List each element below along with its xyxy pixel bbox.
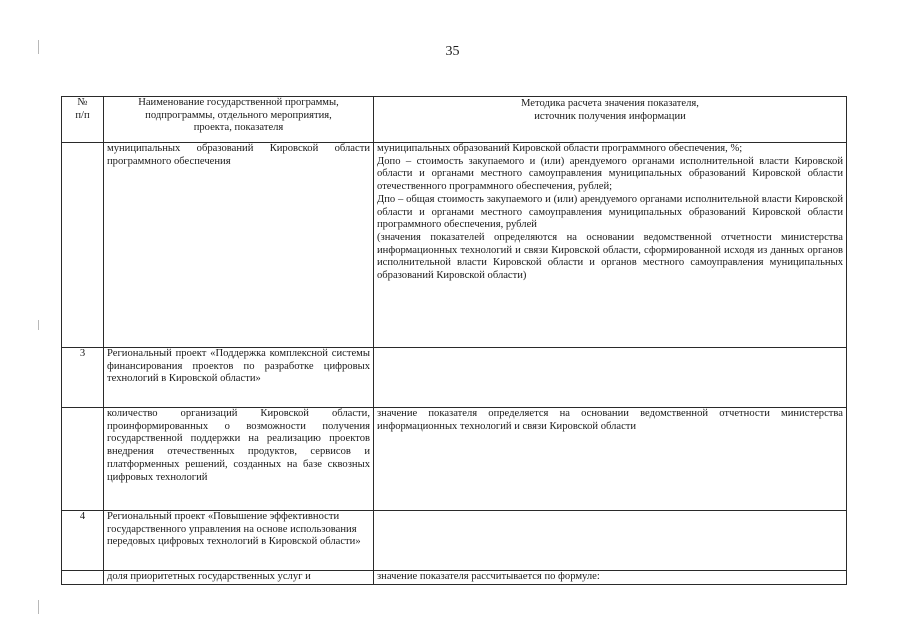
header-method bbox=[374, 97, 847, 143]
method-paragraph: муниципальных образований Кировской области программного обеспечения, %; bbox=[377, 143, 743, 154]
row-number: 4 bbox=[62, 511, 104, 571]
method-description bbox=[374, 348, 847, 408]
method-description: значение показателя рассчитывается по формуле: bbox=[374, 571, 847, 585]
method-description bbox=[374, 143, 847, 348]
scan-edge-mark bbox=[38, 40, 39, 54]
scan-edge-mark bbox=[38, 320, 39, 330]
row-number: 3 bbox=[62, 348, 104, 408]
header-name-line: Наименование государственной программы, bbox=[138, 97, 339, 108]
header-method-line: источник получения информации bbox=[534, 110, 686, 122]
header-number-line: № bbox=[77, 97, 88, 108]
project-name: Региональный проект «Повышение эффективности государственного управления на основе использования передовых цифровых технологий в Кировской области» bbox=[104, 511, 374, 571]
header-name-line: проекта, показателя bbox=[193, 122, 284, 134]
row-number bbox=[62, 143, 104, 348]
header-number-line: п/п bbox=[75, 109, 90, 121]
method-description: значение показателя определяется на основании ведомственной отчетности министерства информационных технологий и связи Кировской области bbox=[374, 408, 847, 511]
header-method-line: Методика расчета значения показателя, bbox=[521, 98, 699, 109]
method-paragraph: Дпо – общая стоимость закупаемого и (или) арендуемого органами исполнительной власти Кировской области и органами местного самоуправления муниципальных образований Кировской области программного обеспечения, рублей bbox=[377, 193, 843, 231]
indicator-name: количество организаций Кировской области, проинформированных о возможности получения государственной поддержки на реализацию проектов внедрения отечественных продуктов, сервисов и платформенных решений, созданных на базе сквозных цифровых технологий bbox=[104, 408, 374, 511]
row-number bbox=[62, 408, 104, 511]
indicator-method-table bbox=[61, 96, 847, 585]
method-description bbox=[374, 511, 847, 571]
scan-edge-mark bbox=[38, 600, 39, 614]
table-row bbox=[62, 408, 847, 511]
project-name: Региональный проект «Поддержка комплексной системы финансирования проектов по разработке цифровых технологий в Кировской области» bbox=[104, 348, 374, 408]
method-paragraph: (значения показателей определяются на основании ведомственной отчетности министерства информационных технологий и связи Кировской области, сформированной исходя из данных органов исполнительной власти Кировской области и органов местного самоуправления муниципальных образований Кировской области) bbox=[377, 231, 843, 282]
row-number bbox=[62, 571, 104, 585]
table-row bbox=[62, 571, 847, 585]
table-row bbox=[62, 348, 847, 408]
header-name-line: подпрограммы, отдельного мероприятия, bbox=[145, 109, 332, 121]
page-number: 35 bbox=[445, 44, 460, 59]
table-header-row bbox=[62, 97, 847, 143]
header-name bbox=[104, 97, 374, 143]
header-number bbox=[62, 97, 104, 143]
indicator-name: доля приоритетных государственных услуг и bbox=[104, 571, 374, 585]
table-row bbox=[62, 143, 847, 348]
method-paragraph: Допо – стоимость закупаемого и (или) арендуемого органами исполнительной власти Кировской области и органами местного самоуправления муниципальных образований Кировской области отечественного программного обеспечения, рублей; bbox=[377, 155, 843, 193]
indicator-name: муниципальных образований Кировской области программного обеспечения bbox=[104, 143, 374, 348]
table-row bbox=[62, 511, 847, 571]
